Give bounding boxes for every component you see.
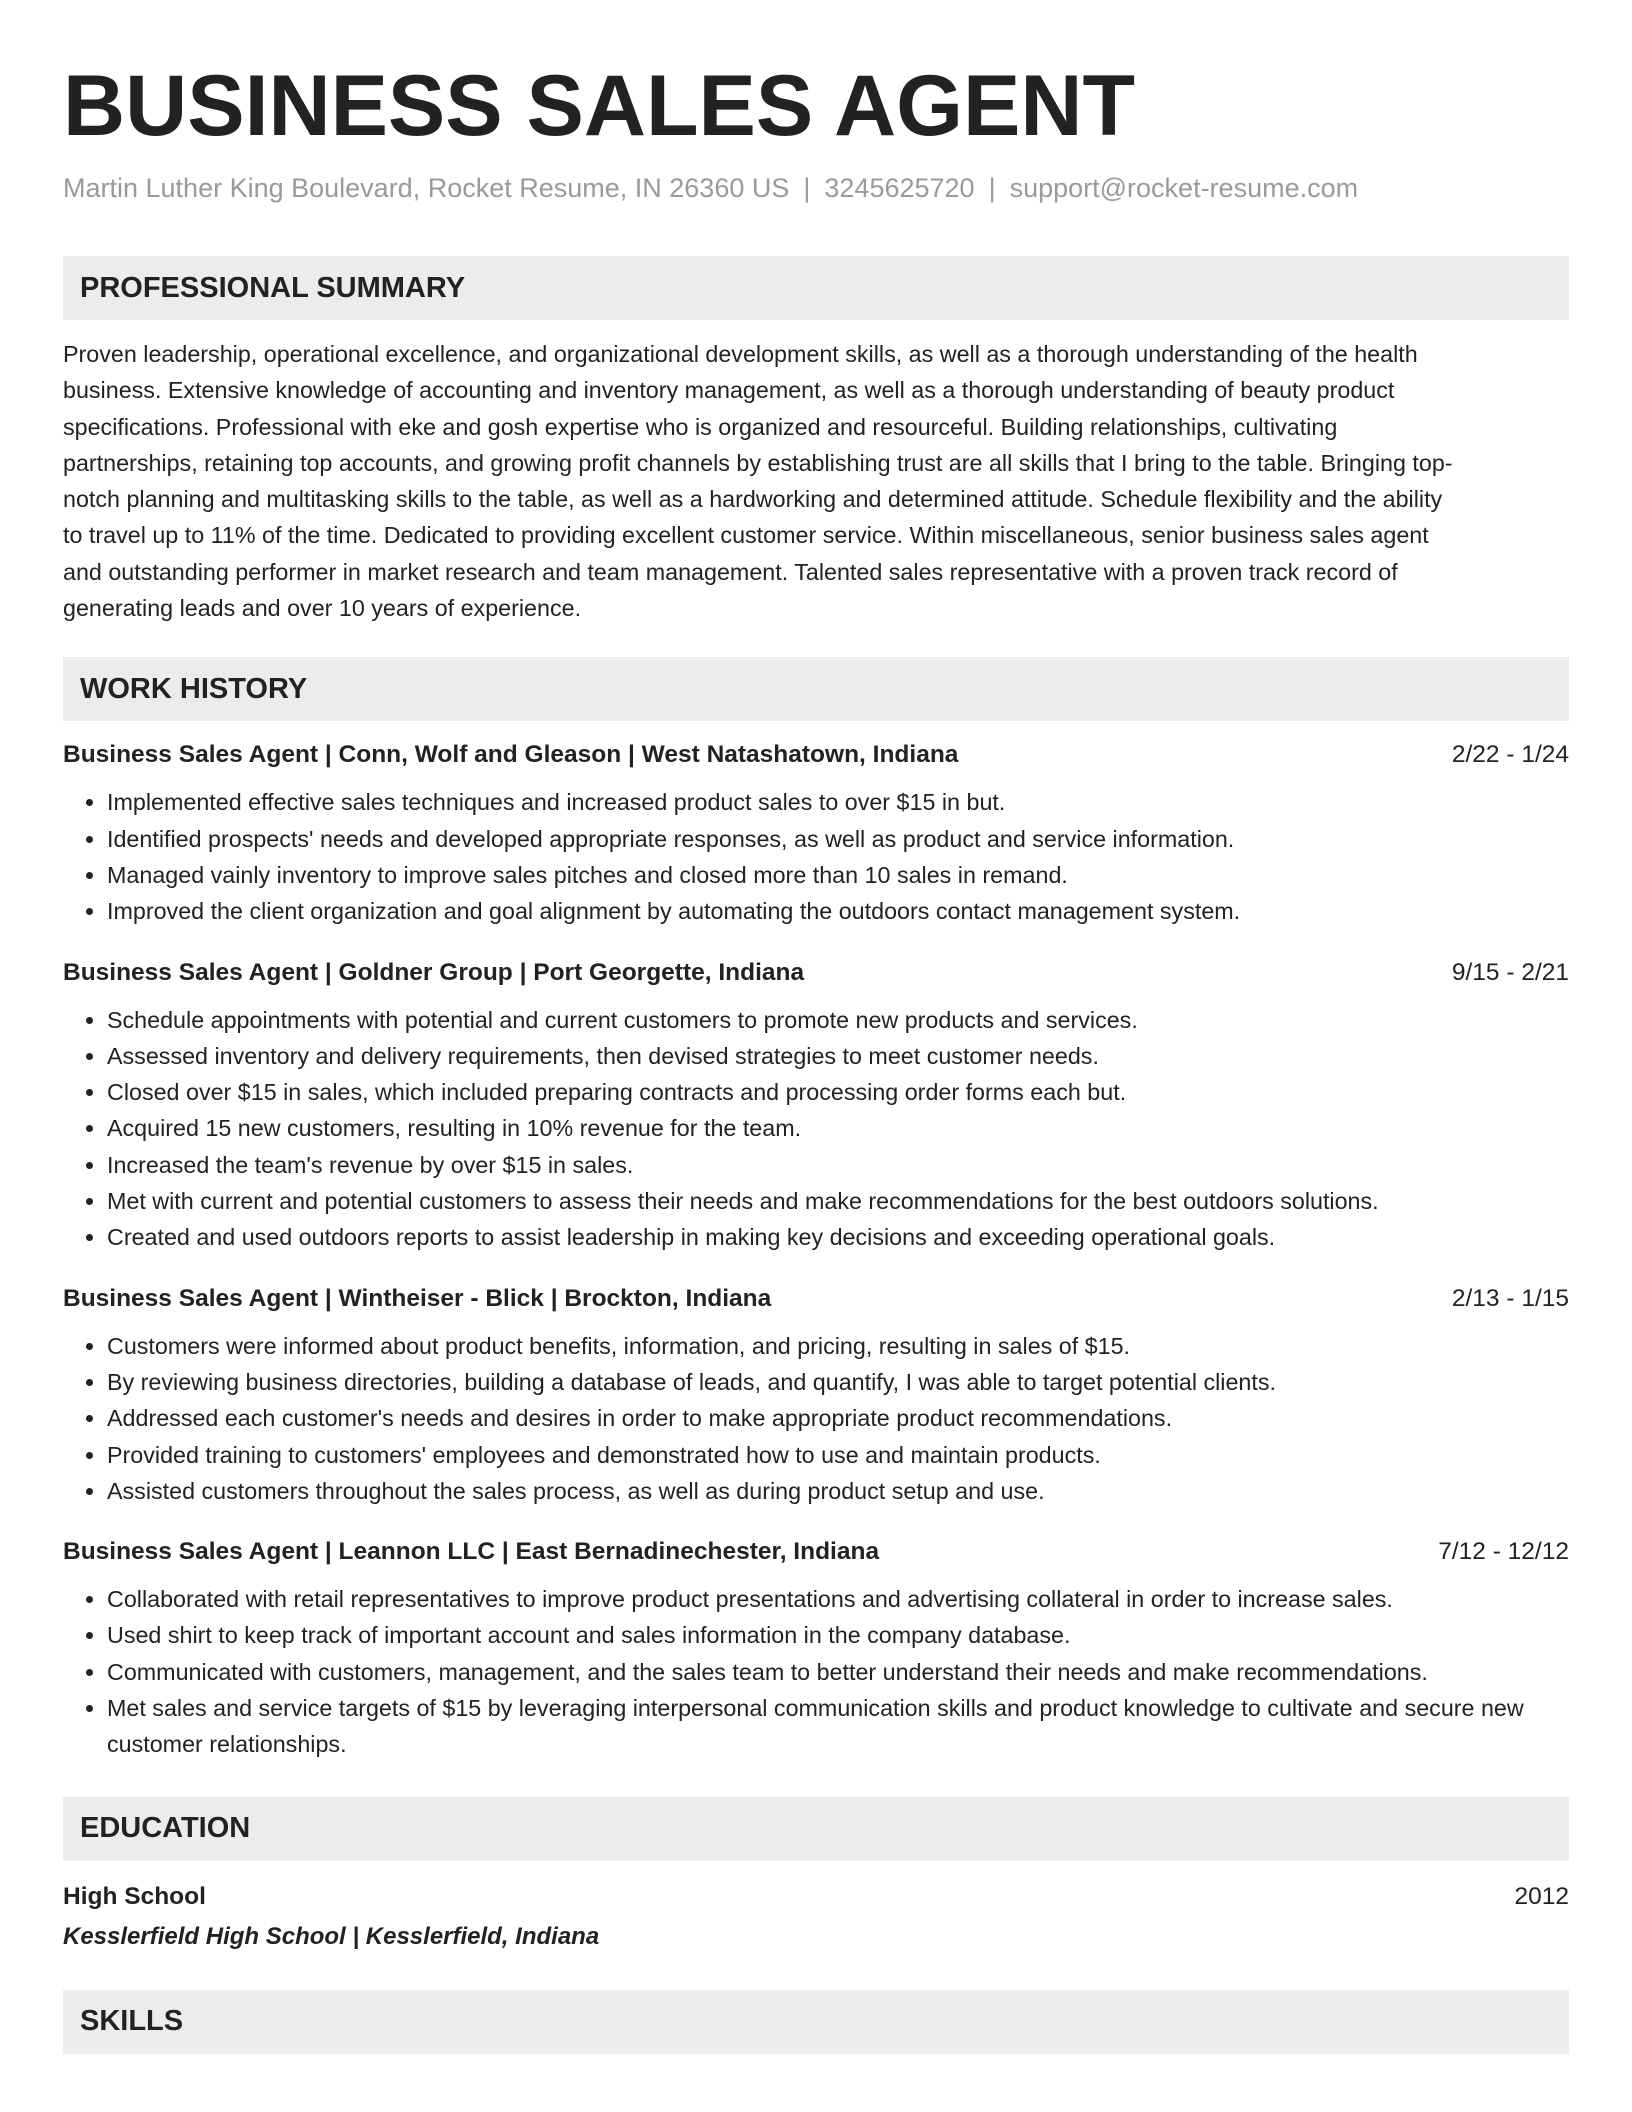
job-bullet: • Increased the team's revenue by over $15 in sales. (107, 1147, 1569, 1183)
job-bullet: • Assisted customers throughout the sales process, as well as during product setup and use. (107, 1473, 1569, 1509)
education-section (63, 1797, 1569, 1956)
summary-line: partnerships, retaining top accounts, and growing profit channels by establishing trust are all skills that I bring to the table. Bringing top- (63, 449, 1453, 476)
job-bullets (63, 1328, 1569, 1509)
job-title: Business Sales Agent | Leannon LLC | East Bernadinechester, Indiana (63, 1538, 880, 1566)
job-dates: 9/15 - 2/21 (1451, 958, 1569, 986)
summary-line: specifications. Professional with eke and gosh expertise who is organized and resourceful. Building relationships, cultivating (63, 413, 1338, 440)
job-header (63, 736, 1569, 774)
education-degree: High School (63, 1882, 206, 1910)
summary-line: generating leads and over 10 years of experience. (63, 595, 582, 622)
education-school: Kesslerfield High School | Kesslerfield, Indiana (63, 1922, 600, 1950)
summary-line: to travel up to 11% of the time. Dedicated to providing excellent customer service. Within miscellaneous, senior business sales agent (63, 522, 1429, 549)
contact-line (63, 170, 1569, 206)
job-dates: 2/22 - 1/24 (1451, 741, 1569, 769)
education-year: 2012 (1514, 1882, 1569, 1910)
summary-line: Proven leadership, operational excellence, and organizational development skills, as well as a thorough understanding of the health (63, 341, 1418, 367)
job-bullet: • Schedule appointments with potential and current customers to promote new products and services. (107, 1002, 1569, 1038)
job-entry (63, 736, 1569, 929)
job-header (63, 1533, 1569, 1571)
job-bullet: • Collaborated with retail representatives to improve product presentations and advertising collateral in order to increase sales. (107, 1581, 1569, 1617)
job-bullet: • Assessed inventory and delivery requirements, then devised strategies to meet customer needs. (107, 1038, 1569, 1074)
job-title: Business Sales Agent | Goldner Group | Port Georgette, Indiana (63, 958, 805, 986)
section-heading-work-history: WORK HISTORY (63, 657, 1569, 721)
job-title: Business Sales Agent | Conn, Wolf and Gleason | West Natashatown, Indiana (63, 741, 959, 769)
work-history-section (63, 657, 1569, 1762)
summary-paragraph (63, 336, 1569, 626)
job-bullet: • Communicated with customers, management, and the sales team to better understand their needs and make recommendations. (107, 1654, 1569, 1690)
contact-separator: | (988, 173, 996, 203)
contact-phone: 3245625720 (824, 173, 975, 203)
job-bullet: • Created and used outdoors reports to assist leadership in making key decisions and exceeding operational goals. (107, 1219, 1569, 1255)
summary-line: business. Extensive knowledge of accounting and inventory management, as well as a thorough understanding of beauty product (63, 377, 1395, 404)
education-header (63, 1878, 1569, 1916)
resume-title: BUSINESS SALES AGENT (63, 58, 1135, 154)
job-bullet: • Provided training to customers' employees and demonstrated how to use and maintain products. (107, 1437, 1569, 1473)
job-bullets (63, 1581, 1569, 1762)
section-heading-summary: PROFESSIONAL SUMMARY (63, 256, 1569, 320)
section-heading-education: EDUCATION (63, 1797, 1569, 1861)
job-bullet: • Customers were informed about product benefits, information, and pricing, resulting in sales of $15. (107, 1328, 1569, 1364)
job-bullets (63, 784, 1569, 929)
job-title: Business Sales Agent | Wintheiser - Blick | Brockton, Indiana (63, 1284, 772, 1312)
job-header (63, 954, 1569, 992)
job-entry (63, 954, 1569, 1256)
job-bullet: • Acquired 15 new customers, resulting in 10% revenue for the team. (107, 1110, 1569, 1146)
job-bullet: • Closed over $15 in sales, which included preparing contracts and processing order forms each but. (107, 1074, 1569, 1110)
job-entry (63, 1533, 1569, 1762)
job-bullet: • Met sales and service targets of $15 by leveraging interpersonal communication skills and product knowledge to cultivate and secure new customer relationships. (107, 1690, 1569, 1763)
job-bullet: • Improved the client organization and goal alignment by automating the outdoors contact management system. (107, 893, 1569, 929)
contact-separator: | (803, 173, 811, 203)
job-bullet: • By reviewing business directories, building a database of leads, and quantify, I was able to target potential clients. (107, 1364, 1569, 1400)
skills-section (63, 1990, 1569, 2054)
job-dates: 2/13 - 1/15 (1451, 1284, 1569, 1312)
job-entry (63, 1280, 1569, 1509)
job-bullet: • Implemented effective sales techniques and increased product sales to over $15 in but. (107, 784, 1569, 820)
contact-address: Martin Luther King Boulevard, Rocket Resume, IN 26360 US (63, 173, 790, 203)
job-bullet: • Used shirt to keep track of important account and sales information in the company database. (107, 1617, 1569, 1653)
professional-summary-section (63, 256, 1569, 626)
section-heading-skills: SKILLS (63, 1990, 1569, 2054)
job-bullets (63, 1002, 1569, 1256)
job-header (63, 1280, 1569, 1318)
summary-line: notch planning and multitasking skills to the table, as well as a hardworking and determined attitude. Schedule flexibility and the ability (63, 486, 1443, 513)
job-bullet: • Identified prospects' needs and developed appropriate responses, as well as product and service information. (107, 821, 1569, 857)
job-dates: 7/12 - 12/12 (1438, 1538, 1569, 1566)
job-bullet: • Managed vainly inventory to improve sales pitches and closed more than 10 sales in remand. (107, 857, 1569, 893)
job-bullet: • Met with current and potential customers to assess their needs and make recommendations for the best outdoors solutions. (107, 1183, 1569, 1219)
summary-line: and outstanding performer in market research and team management. Talented sales representative with a proven track record of (63, 558, 1398, 585)
job-bullet: • Addressed each customer's needs and desires in order to make appropriate product recommendations. (107, 1400, 1569, 1436)
contact-email: support@rocket-resume.com (1009, 173, 1359, 203)
